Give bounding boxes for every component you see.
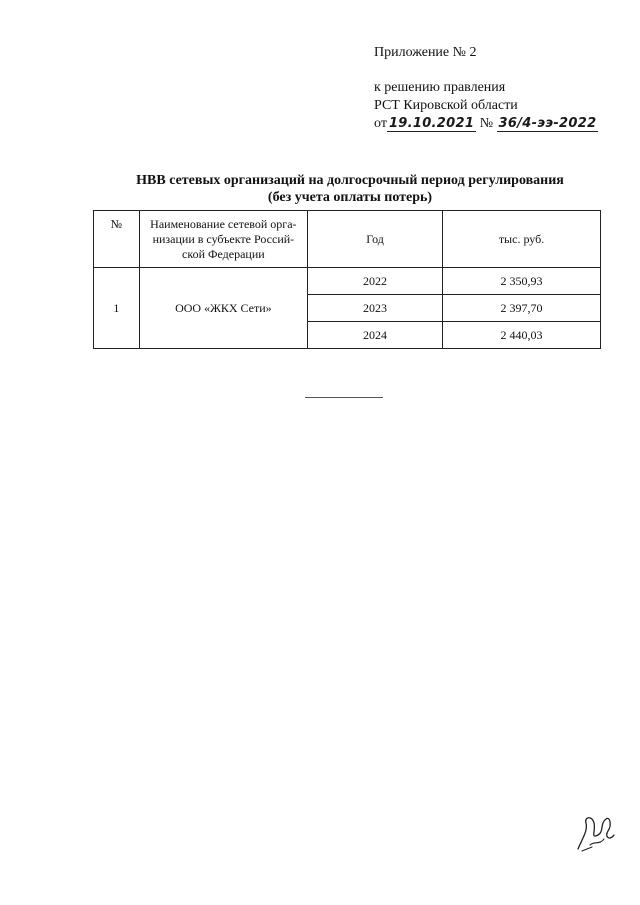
header-value: тыс. руб. [443,211,601,268]
year-cell: 2023 [307,295,442,322]
date-prefix: от [374,116,387,131]
organization-name: ООО «ЖКХ Сети» [139,268,307,349]
nvv-table [93,210,601,349]
number-prefix: № [479,116,494,131]
table-header-row [94,211,601,268]
header-no: № [94,211,140,268]
value-cell: 2 350,93 [443,268,601,295]
header-year: Год [307,211,442,268]
header-name: Наименование сетевой орга-низации в субъекте Россий-ской Федерации [139,211,307,268]
appendix-number: Приложение № 2 [374,45,477,60]
year-cell: 2022 [307,268,442,295]
authority-name: РСТ Кировской области [374,98,518,113]
decision-date-line [374,115,624,133]
signature-mark [570,805,618,857]
row-number: 1 [94,268,140,349]
value-cell: 2 440,03 [443,322,601,349]
table-row [94,268,601,295]
title-line-1: НВВ сетевых организаций на долгосрочный период регулирования [136,173,564,188]
decision-number: 36/4-ээ-2022 [498,116,597,131]
document-title [96,172,604,206]
end-divider [305,397,383,398]
title-line-2: (без учета оплаты потерь) [267,190,433,205]
value-cell: 2 397,70 [443,295,601,322]
year-cell: 2024 [307,322,442,349]
decision-line: к решению правления [374,80,506,95]
decision-date: 19.10.2021 [388,116,475,131]
appendix-header [374,44,624,133]
